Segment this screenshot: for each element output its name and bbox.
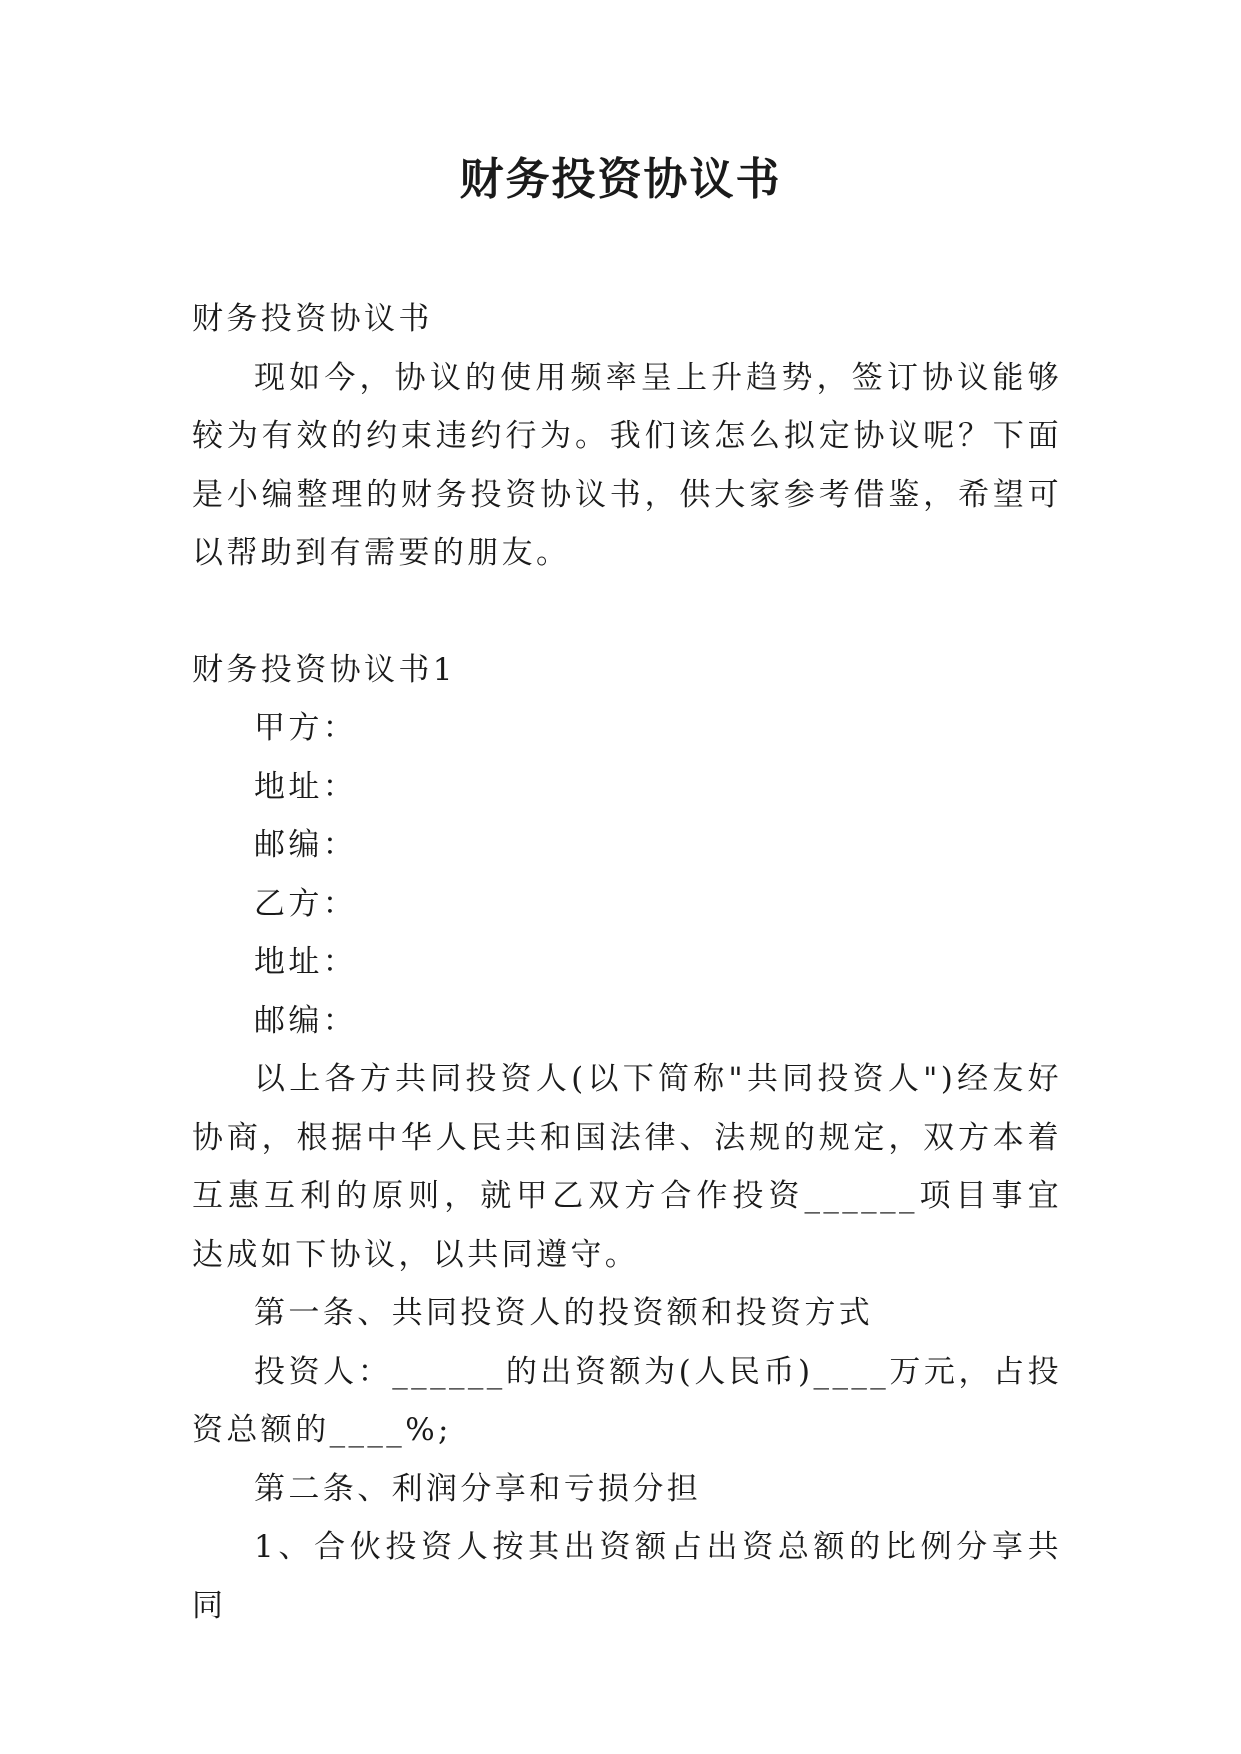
document-title: 财务投资协议书	[459, 154, 782, 205]
party-a-address-line: 地址：	[254, 768, 358, 805]
article-1-body: 投资人：______的出资额为(人民币)____万元，占投资总额的____%;	[192, 1353, 1062, 1448]
article-2-heading: 第二条、利润分享和亏损分担	[254, 1470, 702, 1507]
preamble-paragraph: 以上各方共同投资人(以下简称"共同投资人")经友好协商，根据中华人民共和国法律、法规的规定，双方本着互惠互利的原则，就甲乙双方合作投资______项目事宜达成如下协议，以共同遵守。	[192, 1061, 1062, 1273]
party-b-address-line: 地址：	[254, 944, 358, 980]
document-body	[192, 290, 1062, 1635]
party-a-postcode-line: 邮编：	[254, 827, 358, 863]
section-heading: 财务投资协议书	[192, 301, 433, 337]
article-1-heading: 第一条、共同投资人的投资额和投资方式	[254, 1295, 874, 1331]
party-b-line: 乙方：	[254, 885, 358, 922]
agreement-heading: 财务投资协议书1	[192, 651, 456, 688]
intro-paragraph: 现如今，协议的使用频率呈上升趋势，签订协议能够较为有效的约束违约行为。我们该怎么拟定协议呢？下面是小编整理的财务投资协议书，供大家参考借鉴，希望可以帮助到有需要的朋友。	[192, 359, 1062, 571]
party-b-postcode-line: 邮编：	[254, 1002, 358, 1039]
paragraph-gap	[192, 583, 1062, 641]
party-a-line: 甲方：	[254, 710, 358, 746]
article-2-clause-1: 1、合伙投资人按其出资额占出资总额的比例分享共同	[192, 1529, 1062, 1624]
